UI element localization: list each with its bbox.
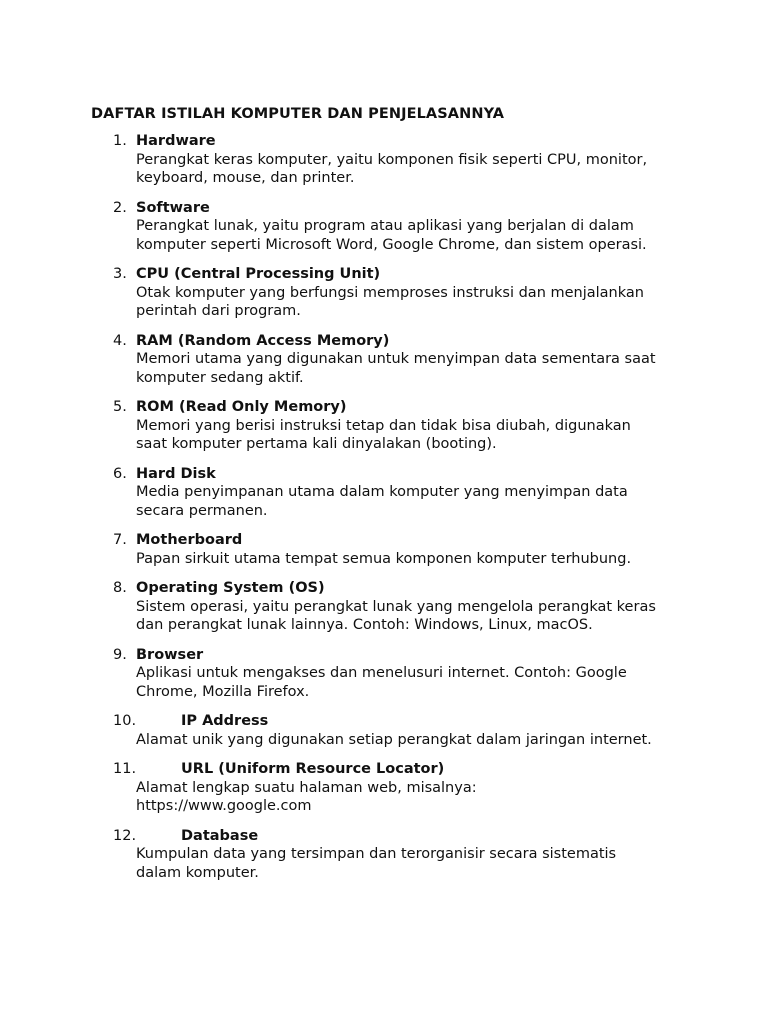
- term-description-line: saat komputer pertama kali dinyalakan (booting).: [136, 436, 497, 452]
- term-name: URL (Uniform Resource Locator): [181, 761, 445, 777]
- term-description-line: Sistem operasi, yaitu perangkat lunak yang mengelola perangkat keras: [136, 598, 656, 615]
- list-item: [91, 579, 701, 635]
- term-name: IP Address: [181, 713, 269, 729]
- document-page: [91, 104, 701, 893]
- term-name: Hard Disk: [136, 465, 216, 482]
- term-description-line: Media penyimpanan utama dalam komputer yang menyimpan data: [136, 484, 628, 500]
- term-name: CPU (Central Processing Unit): [136, 266, 381, 282]
- term-description-line: Alamat unik yang digunakan setiap perangkat dalam jaringan internet.: [136, 731, 652, 748]
- term-name: Software: [136, 199, 210, 216]
- list-item-number: 2.: [113, 199, 127, 216]
- term-description-line: Alamat lengkap suatu halaman web, misalnya:: [136, 779, 477, 796]
- list-item-number: 7.: [113, 532, 127, 548]
- list-item: [91, 646, 701, 702]
- list-item-number: 11.: [113, 761, 137, 777]
- list-item: [91, 465, 701, 521]
- terms-list: [91, 132, 701, 882]
- document-title: DAFTAR ISTILAH KOMPUTER DAN PENJELASANNYA: [91, 106, 505, 122]
- term-description-line: komputer seperti Microsoft Word, Google Chrome, dan sistem operasi.: [136, 236, 647, 253]
- list-item-number: 6.: [113, 465, 127, 482]
- term-description-line: Chrome, Mozilla Firefox.: [136, 683, 310, 700]
- list-item-number: 12.: [113, 827, 137, 844]
- term-name: RAM (Random Access Memory): [136, 332, 390, 349]
- term-description-line: dan perangkat lunak lainnya. Contoh: Windows, Linux, macOS.: [136, 617, 593, 633]
- term-name: Hardware: [136, 133, 216, 149]
- list-item-number: 3.: [113, 266, 127, 282]
- list-item-number: 10.: [113, 713, 137, 729]
- term-description-line: Memori utama yang digunakan untuk menyimpan data sementara saat: [136, 351, 656, 367]
- term-description-line: Perangkat keras komputer, yaitu komponen fisik seperti CPU, monitor,: [136, 151, 648, 168]
- term-description-line: Papan sirkuit utama tempat semua komponen komputer terhubung.: [136, 550, 632, 567]
- term-description-line: secara permanen.: [136, 502, 268, 519]
- list-item: [91, 199, 701, 255]
- term-description-line: perintah dari program.: [136, 303, 301, 319]
- list-item-number: 1.: [113, 133, 127, 149]
- list-item: [91, 827, 701, 883]
- term-description-line: Otak komputer yang berfungsi memproses instruksi dan menjalankan: [136, 284, 644, 301]
- term-name: Motherboard: [136, 532, 243, 548]
- term-description-line: Aplikasi untuk mengakses dan menelusuri internet. Contoh: Google: [136, 665, 627, 681]
- term-description-line: dalam komputer.: [136, 864, 259, 881]
- list-item: [91, 712, 701, 749]
- term-description-line: Kumpulan data yang tersimpan dan terorganisir secara sistematis: [136, 846, 617, 862]
- term-description-line: keyboard, mouse, dan printer.: [136, 170, 355, 186]
- term-description-line: komputer sedang aktif.: [136, 369, 304, 386]
- list-item-number: 5.: [113, 399, 127, 415]
- list-item: [91, 132, 701, 188]
- term-name: Browser: [136, 646, 204, 663]
- list-item-number: 8.: [113, 580, 127, 596]
- list-item: [91, 265, 701, 321]
- list-item: [91, 760, 701, 816]
- term-description-line: Memori yang berisi instruksi tetap dan tidak bisa diubah, digunakan: [136, 417, 631, 434]
- term-name: Operating System (OS): [136, 580, 325, 596]
- term-name: ROM (Read Only Memory): [136, 399, 347, 415]
- term-name: Database: [181, 827, 259, 844]
- list-item-number: 9.: [113, 646, 127, 663]
- term-description-line: Perangkat lunak, yaitu program atau aplikasi yang berjalan di dalam: [136, 218, 634, 234]
- list-item: [91, 398, 701, 454]
- list-item-number: 4.: [113, 332, 127, 349]
- list-item: [91, 531, 701, 568]
- term-description-line: https://www.google.com: [136, 798, 312, 814]
- list-item: [91, 332, 701, 388]
